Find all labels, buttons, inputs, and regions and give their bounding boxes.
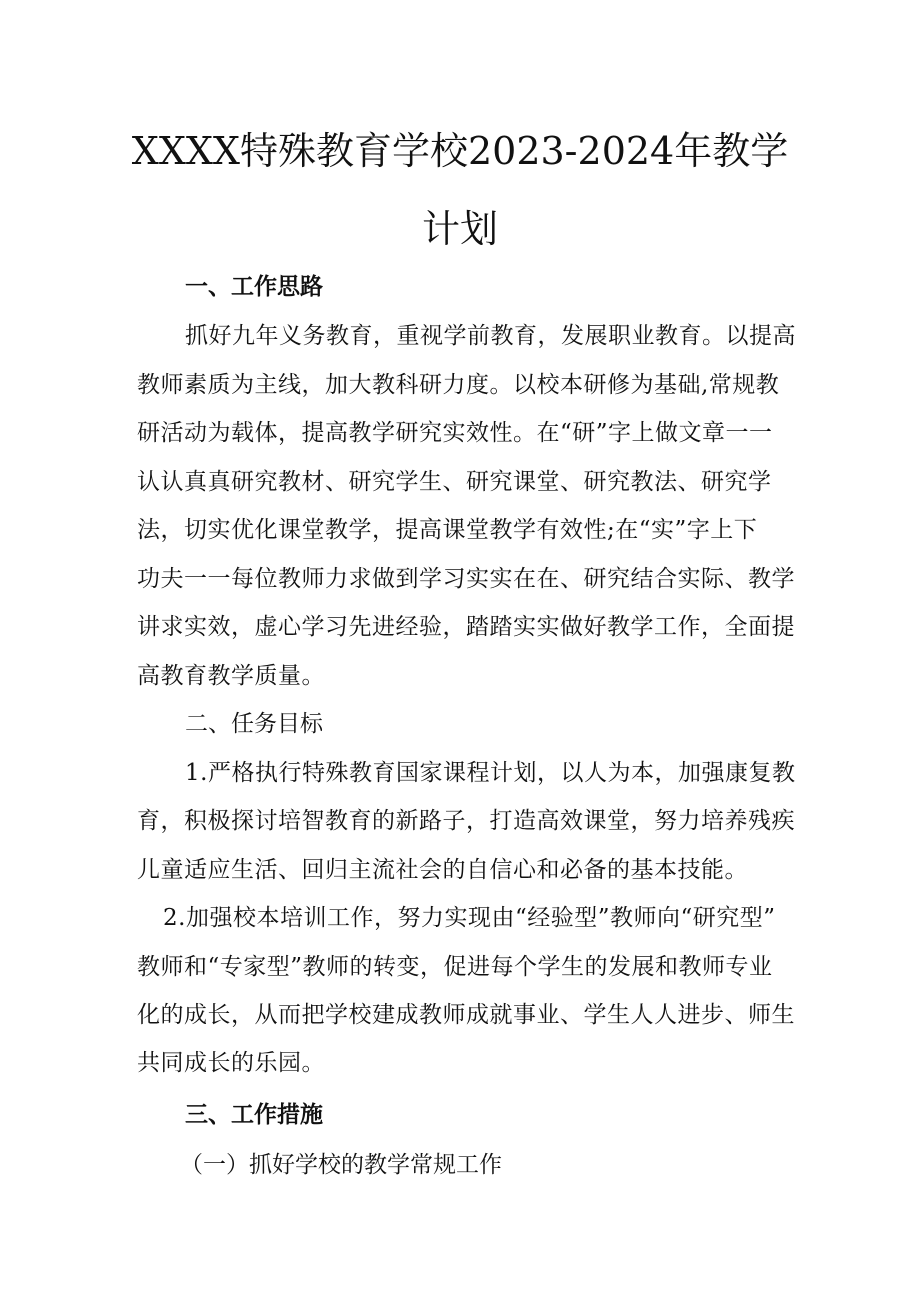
section-1-paragraph-line: 法，切实优化课堂教学，提高课堂教学有效性;在“实”字上下 [137,517,758,543]
section-2-item-2-line: 化的成长，从而把学校建成教师成就事业、学生人人进步、师生 [137,1002,795,1028]
section-2-item-2-line: 共同成长的乐园。 [137,1050,325,1076]
section-1-paragraph-line: 抓好九年义务教育，重视学前教育，发展职业教育。以提高 [185,323,796,349]
section-2-item-1-line: 1.严格执行特殊教育国家课程计划，以人为本，加强康复教 [185,760,796,786]
section-1-paragraph-line: 功夫一一每位教师力求做到学习实实在在、研究结合实际、教学 [137,566,795,592]
section-1-heading: 一、工作思路 [185,274,323,300]
section-2-item-2-line: 2.加强校本培训工作，努力实现由“经验型”教师向“研究型” [163,905,776,931]
section-2-item-1-line: 儿童适应生活、回归主流社会的自信心和必备的基本技能。 [137,857,748,883]
section-1-paragraph-line: 教师素质为主线，加大教科研力度。以校本研修为基础,常规教 [137,372,780,398]
section-1-paragraph-line: 研活动为载体，提高教学研究实效性。在“研”字上做文章一一 [137,420,773,446]
section-3-subheading: （一）抓好学校的教学常规工作 [180,1152,502,1178]
section-1-paragraph-line: 讲求实效，虚心学习先进经验，踏踏实实做好教学工作，全面提 [137,614,795,640]
document-title-line-1: XXXX特殊教育学校2023-2024年教学 [131,129,789,173]
document-title-line-2: 计划 [421,207,498,251]
section-2-heading: 二、任务目标 [185,711,323,737]
section-2-item-2-line: 教师和“专家型”教师的转变，促进每个学生的发展和教师专业 [137,954,773,980]
section-3-heading: 三、工作措施 [185,1102,323,1128]
section-2-item-1-line: 育，积极探讨培智教育的新路子，打造高效课堂，努力培养残疾 [137,808,795,834]
section-1-paragraph-line: 高教育教学质量。 [137,663,325,689]
section-1-paragraph-line: 认认真真研究教材、研究学生、研究课堂、研究教法、研究学 [137,469,772,495]
